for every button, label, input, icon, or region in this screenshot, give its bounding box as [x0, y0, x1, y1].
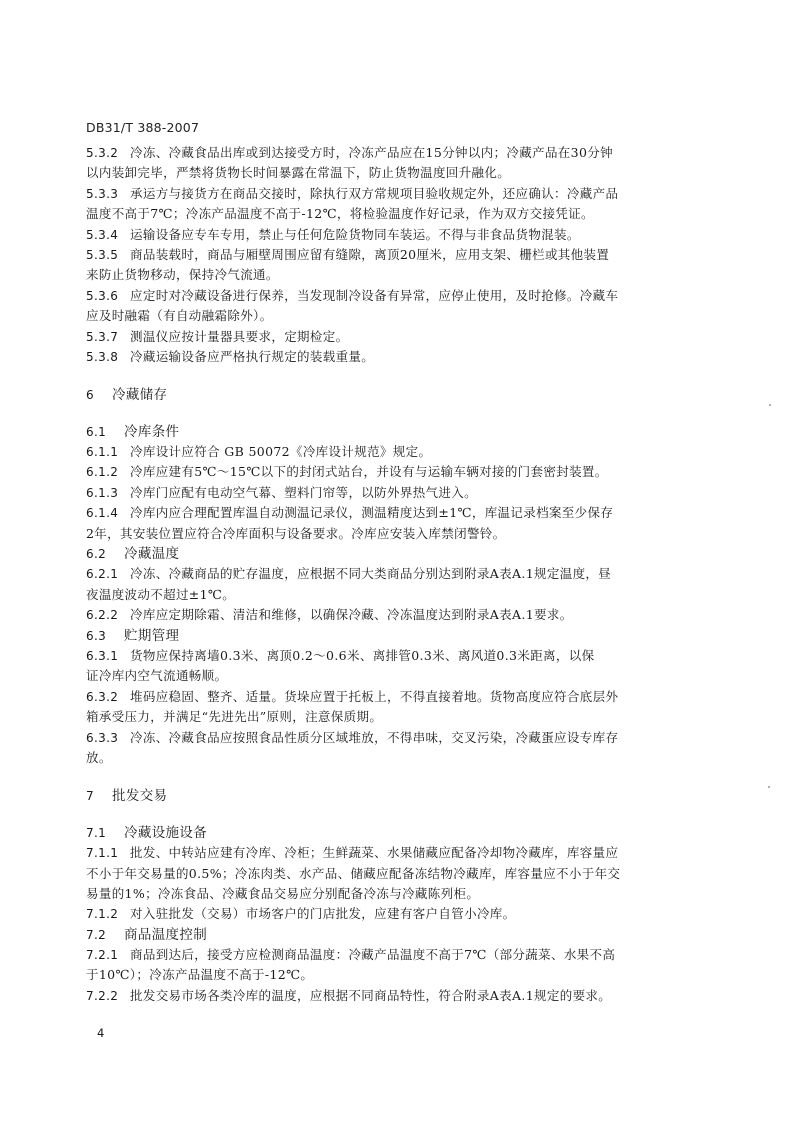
- clause-5-3-7: [86, 327, 692, 347]
- clause-text: 应定时对冷藏设备进行保养，当发现制冷设备有异常，应停止使用，及时抢修。冷藏车: [130, 287, 619, 303]
- clause-text: 冷库设计应符合 GB 50072《冷库设计规范》规定。: [130, 444, 432, 460]
- clause-number: 5.3.8: [86, 349, 119, 364]
- document-body: [86, 143, 692, 1006]
- clause-number: 6.1.3: [86, 485, 119, 500]
- clause-text: 冷冻、冷藏食品应按照食品性质分区域堆放，不得串味，交叉污染，冷藏蛋应设专库存: [130, 729, 619, 745]
- page-number: 4: [97, 1026, 105, 1040]
- clause-number: 7.1.1: [86, 846, 119, 861]
- section-7-2-heading: [86, 925, 692, 945]
- clause-number: 6.3.1: [86, 648, 119, 663]
- chapter-title: 冷藏储存: [112, 387, 168, 404]
- clause-5-3-6: [86, 286, 692, 306]
- clause-number: 6.3.3: [86, 730, 119, 745]
- clause-text: 对入驻批发（交易）市场客户的门店批发，应建有客户自管小冷库。: [130, 906, 516, 922]
- clause-7-2-1: [86, 945, 692, 965]
- clause-number: 7.1.2: [86, 907, 119, 922]
- clause-6-2-1: [86, 564, 692, 584]
- clause-text: 运输设备应专车专用，禁止与任何危险货物同车装运。不得与非食品货物混装。: [130, 226, 580, 242]
- document-code: DB31/T 388-2007: [86, 120, 200, 135]
- section-7-1-heading: [86, 823, 692, 843]
- clause-number: 6.2.2: [86, 608, 119, 623]
- clause-6-1-4: [86, 503, 692, 523]
- section-number: 6.3: [86, 628, 107, 643]
- clause-6-3-1: [86, 646, 692, 666]
- clause-5-3-4: [86, 225, 692, 245]
- chapter-6-heading: [86, 385, 692, 405]
- clause-number: 7.2.1: [86, 948, 119, 963]
- clause-6-1-1: [86, 442, 692, 462]
- section-title: 冷藏温度: [124, 546, 180, 563]
- clause-text: 货物应保持离墙0.3米、离顶0.2～0.6米、离排管0.3米、离风道0.3米距离，以保: [130, 647, 595, 663]
- clause-number: 7.2.2: [86, 988, 119, 1003]
- clause-number: 5.3.5: [86, 247, 119, 262]
- clause-continuation: 应及时融霜（有自动融霜除外）。: [86, 308, 273, 324]
- clause-number: 5.3.4: [86, 227, 119, 242]
- section-title: 贮期管理: [124, 627, 180, 644]
- clause-text: 批发交易市场各类冷库的温度，应根据不同商品特性，符合附录A表A.1规定的要求。: [130, 987, 612, 1003]
- clause-continuation: 证冷库内空气流通畅顺。: [86, 668, 228, 684]
- clause-text: 冷藏运输设备应严格执行规定的装载重量。: [130, 348, 375, 364]
- clause-5-3-5: [86, 245, 692, 265]
- clause-continuation: 箱承受压力，并满足“先进先出”原则，注意保质期。: [86, 709, 383, 725]
- scan-speck: [768, 786, 770, 788]
- clause-6-3-3: [86, 728, 692, 748]
- clause-number: 6.1.1: [86, 445, 119, 460]
- clause-6-3-2: [86, 687, 692, 707]
- clause-7-1-1: [86, 843, 692, 863]
- clause-5-3-3: [86, 184, 692, 204]
- section-number: 7.1: [86, 825, 107, 840]
- clause-number: 6.1.2: [86, 465, 119, 480]
- clause-text: 冷库应定期除霜、清洁和维修，以确保冷藏、冷冻温度达到附录A表A.1要求。: [130, 607, 573, 623]
- section-6-3-heading: [86, 626, 692, 646]
- scan-speck: [769, 404, 771, 406]
- clause-continuation: 2年，其安装位置应符合冷库面积与设备要求。冷库应安装入库禁闭警铃。: [86, 525, 506, 541]
- clause-text: 冷库内应合理配置库温自动测温记录仪，测温精度达到±1℃，库温记录档案至少保存: [130, 505, 614, 521]
- clause-text: 冷冻、冷藏商品的贮存温度，应根据不同大类商品分别达到附录A表A.1规定温度，昼: [130, 566, 612, 582]
- clause-continuation: 夜温度波动不超过±1℃。: [86, 586, 236, 602]
- section-6-2-heading: [86, 544, 692, 564]
- clause-text: 商品装载时，商品与厢壁周围应留有缝隙，离顶20厘米，应用支架、栅栏或其他装置: [130, 246, 610, 262]
- clause-number: 6.1.4: [86, 506, 119, 521]
- clause-7-1-2: [86, 904, 692, 924]
- clause-continuation: 于10℃）；冷冻产品温度不高于-12℃。: [86, 967, 314, 983]
- clause-text: 冷库门应配有电动空气幕、塑料门帘等，以防外界热气进入。: [130, 484, 477, 500]
- section-number: 7.2: [86, 927, 107, 942]
- chapter-number: 7: [86, 789, 94, 804]
- clause-text: 堆码应稳固、整齐、适量。货垛应置于托板上，不得直接着地。货物高度应符合底层外: [130, 688, 619, 704]
- clause-continuation: 易量的1%；冷冻食品、冷藏食品交易应分别配备冷冻与冷藏陈列柜。: [86, 885, 480, 901]
- clause-6-1-2: [86, 462, 692, 482]
- section-title: 冷库条件: [124, 423, 180, 440]
- clause-7-2-2: [86, 986, 692, 1006]
- section-number: 6.2: [86, 547, 107, 562]
- clause-text: 冷库应建有5℃～15℃以下的封闭式站台，并设有与运输车辆对接的门套密封装置。: [130, 464, 608, 480]
- chapter-number: 6: [86, 388, 94, 403]
- clause-6-1-3: [86, 483, 692, 503]
- clause-continuation: 温度不高于7℃；冷冻产品温度不高于-12℃，将检验温度作好记录，作为双方交接凭证。: [86, 206, 594, 222]
- clause-5-3-8: [86, 347, 692, 367]
- clause-number: 5.3.7: [86, 329, 119, 344]
- clause-continuation: 以内装卸完毕，严禁将货物长时间暴露在常温下，防止货物温度回升融化。: [86, 165, 511, 181]
- clause-text: 批发、中转站应建有冷库、冷柜；生鲜蔬菜、水果储藏应配备冷却物冷藏库，库容量应: [130, 845, 619, 861]
- chapter-7-heading: [86, 786, 692, 806]
- clause-text: 测温仪应按计量器具要求，定期检定。: [130, 328, 349, 344]
- clause-number: 6.3.2: [86, 689, 119, 704]
- clause-number: 5.3.2: [86, 146, 119, 160]
- clause-5-3-2: [86, 143, 692, 163]
- section-6-1-heading: [86, 422, 692, 442]
- section-number: 6.1: [86, 424, 107, 439]
- clause-number: 5.3.3: [86, 186, 119, 201]
- clause-6-2-2: [86, 605, 692, 625]
- clause-continuation: 放。: [86, 749, 112, 765]
- clause-text: 承运方与接货方在商品交接时，除执行双方常规项目验收规定外，还应确认：冷藏产品: [130, 185, 619, 201]
- clause-continuation: 来防止货物移动，保持冷气流通。: [86, 267, 279, 283]
- clause-text: 商品到达后，接受方应检测商品温度：冷藏产品温度不高于7℃（部分蔬菜、水果不高: [130, 947, 616, 963]
- section-title: 冷藏设施设备: [124, 824, 208, 841]
- clause-continuation: 不小于年交易量的0.5%；冷冻肉类、水产品、储藏应配备冻结物冷藏库，库容量应不小于年交: [86, 865, 621, 881]
- chapter-title: 批发交易: [112, 788, 168, 805]
- clause-text: 冷冻、冷藏食品出库或到达接受方时，冷冻产品应在15分钟以内；冷藏产品在30分钟: [130, 145, 613, 160]
- clause-number: 6.2.1: [86, 567, 119, 582]
- clause-number: 5.3.6: [86, 288, 119, 303]
- section-title: 商品温度控制: [124, 926, 208, 943]
